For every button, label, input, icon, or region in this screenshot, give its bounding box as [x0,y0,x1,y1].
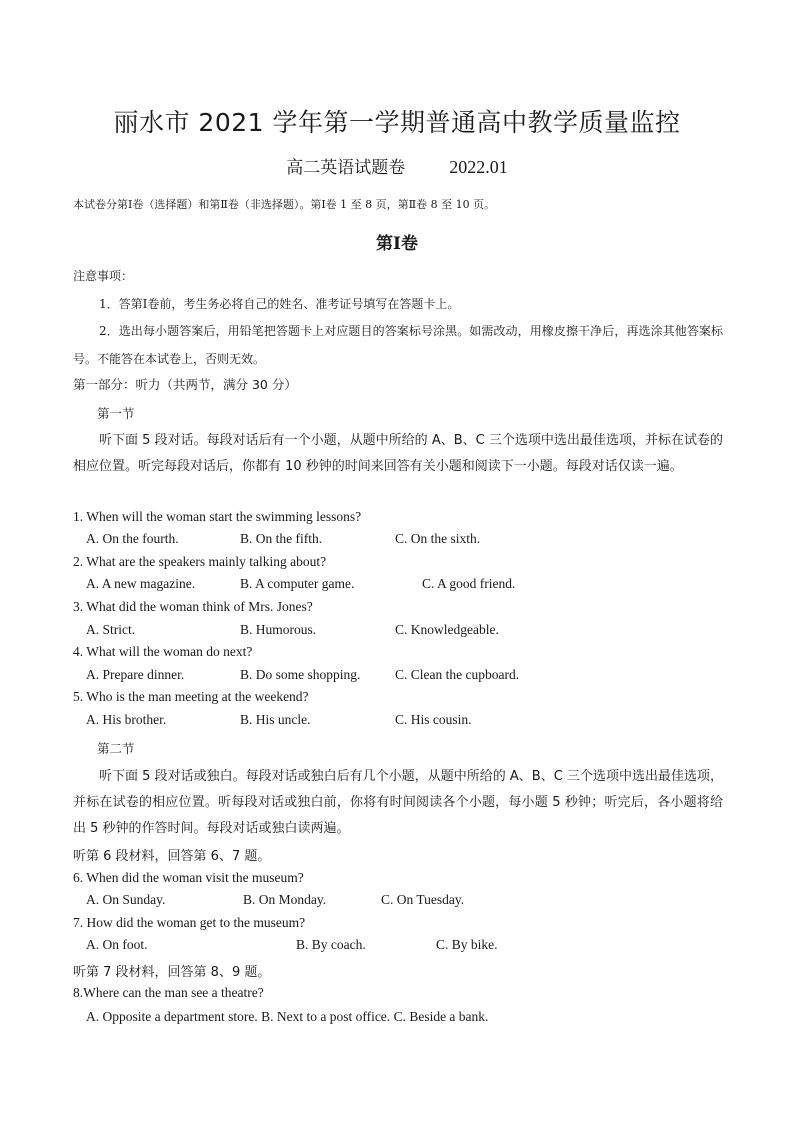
question-option-b: B. Next to a post office. [261,1009,391,1024]
question-stem: 1. When will the woman start the swimming lessons? [73,509,362,524]
question-option: A. His brother. [86,712,167,727]
question-stem: 5. Who is the man meeting at the weekend? [73,689,309,704]
question-option: C. A good friend. [422,576,516,591]
question-stem: 7. How did the woman get to the museum? [73,915,306,930]
question-option: A. On Sunday. [86,892,166,907]
exam-title: 丽水市 2021 学年第一学期普通高中教学质量监控 [113,108,681,137]
question-option-c: C. Beside a bank. [393,1009,489,1024]
question-option [86,1009,488,1025]
question-option-a: A. Opposite a department store. [86,1009,258,1024]
exam-subtitle [0,153,794,178]
question-stem: 6. When did the woman visit the museum? [73,870,304,885]
question-option: C. On the sixth. [395,531,481,546]
notice-item-1: 1．答第Ⅰ卷前，考生务必将自己的姓名、准考证号填写在答题卡上。 [99,297,460,311]
question-option: A. On the fourth. [86,531,179,546]
exam-date: 2022.01 [449,157,508,177]
question-option: B. His uncle. [240,712,311,727]
question-option: B. Do some shopping. [240,667,361,682]
volume-title: 第Ⅰ卷 [376,234,418,254]
part1-heading: 第一部分：听力（共两节，满分 30 分） [73,377,297,392]
section2-heading: 第二节 [97,741,135,756]
question-option: B. On Monday. [243,892,327,907]
question-option: C. Clean the cupboard. [395,667,520,682]
question-option: A. A new magazine. [86,576,196,591]
question-stem: 8.Where can the man see a theatre? [73,985,264,1000]
notice-item-2: 2．选出每小题答案后，用铅笔把答题卡上对应题目的答案标号涂黑。如需改动，用橡皮擦干净后，再选涂其他答案标号。不能答在本试卷上，否则无效。 [73,324,723,366]
question-option: C. On Tuesday. [381,892,465,907]
section1-heading: 第一节 [97,406,135,421]
question-stem: 2. What are the speakers mainly talking about? [73,554,327,569]
section1-instructions: 听下面 5 段对话。每段对话后有一个小题，从题中所给的 A、B、C 三个选项中选出最佳选项，并标在试卷的相应位置。听完每段对话后，你都有 10 秒钟的时间来回答有关小题和阅读下一小题。每段对话仅读一遍。 [73,433,723,474]
question-option: C. Knowledgeable. [395,622,499,637]
question-stem: 3. What did the woman think of Mrs. Jones? [73,599,313,614]
question-option: B. A computer game. [240,576,355,591]
question-option: B. On the fifth. [240,531,323,546]
material-heading: 听第 7 段材料，回答第 8、9 题。 [73,965,271,980]
question-option: C. His cousin. [395,712,472,727]
question-option: A. Prepare dinner. [86,667,185,682]
notice-heading: 注意事项： [73,269,134,283]
question-option: A. On foot. [86,937,148,952]
question-stem: 4. What will the woman do next? [73,644,253,659]
question-option: A. Strict. [86,622,136,637]
section2-instructions: 听下面 5 段对话或独白。每段对话或独白后有几个小题，从题中所给的 A、B、C 三个选项中选出最佳选项，并标在试卷的相应位置。听每段对话或独白前，你将有时间阅读各个小题，每小题 5 秒钟；听完后，各小题将给出 5 秒钟的作答时间。每段对话或独白读两遍。 [73,769,723,836]
question-option: B. Humorous. [240,622,317,637]
question-option: B. By coach. [296,937,366,952]
question-option: C. By bike. [436,937,498,952]
exam-intro: 本试卷分第Ⅰ卷（选择题）和第Ⅱ卷（非选择题）。第Ⅰ卷 1 至 8 页，第Ⅱ卷 8 至 10 页。 [73,198,496,211]
subject-title: 高二英语试题卷 [286,158,406,178]
material-heading: 听第 6 段材料，回答第 6、7 题。 [73,849,271,864]
